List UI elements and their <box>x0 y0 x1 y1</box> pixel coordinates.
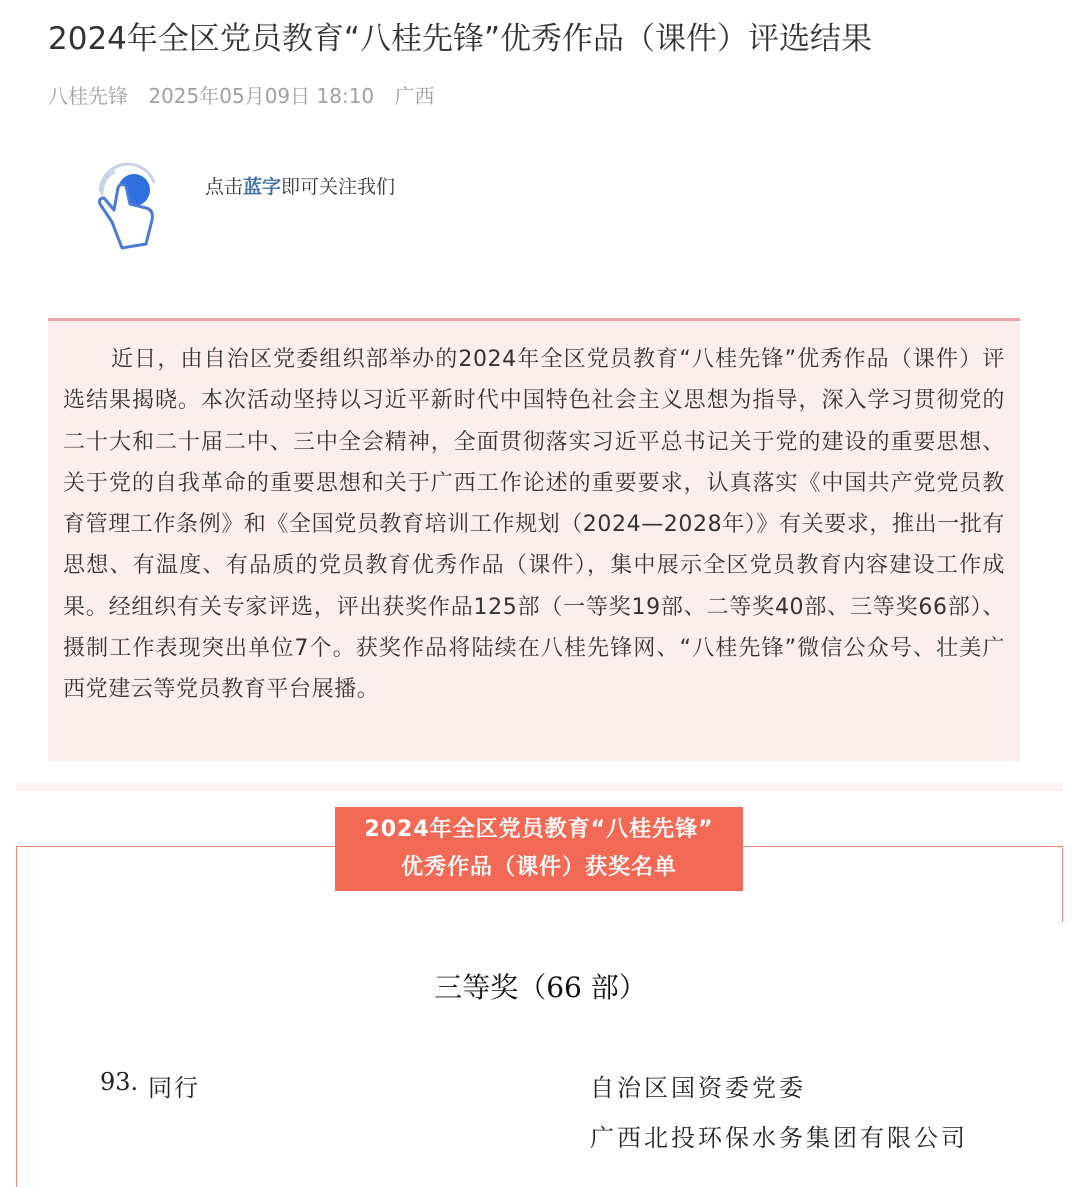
award-list-banner <box>335 807 743 891</box>
publish-location: 广西 <box>394 84 435 108</box>
entry-number: 93. <box>100 1068 139 1096</box>
article-meta <box>48 80 449 109</box>
follow-prompt <box>205 172 395 199</box>
award-heading: 三等奖（66 部） <box>434 971 647 1004</box>
award-list-image <box>18 922 1063 1187</box>
entry-title: 同行 <box>148 1074 200 1102</box>
article-title: 2024年全区党员教育“八桂先锋”优秀作品（课件）评选结果 <box>48 21 873 57</box>
intro-paragraph: 近日，由自治区党委组织部举办的2024年全区党员教育“八桂先锋”优秀作品（课件）评选结果揭晓。本次活动坚持以习近平新时代中国特色社会主义思想为指导，深入学习贯彻党的二十大和二十届二中、三中全会精神，全面贯彻落实习近平总书记关于党的建设的重要思想、关于党的自我革命的重要思想和关于广西工作论述的重要要求，认真落实《中国共产党党员教育管理工作条例》和《全国党员教育培训工作规划（2024—2028年）》有关要求，推出一批有思想、有温度、有品质的党员教育优秀作品（课件），集中展示全区党员教育内容建设工作成果。经组织有关专家评选，评出获奖作品125部（一等奖19部、二等奖40部、三等奖66部）、摄制工作表现突出单位7个。获奖作品将陆续在八桂先锋网、“八桂先锋”微信公众号、壮美广西党建云等党员教育平台展播。 <box>63 347 1005 703</box>
banner-line-1: 2024年全区党员教育“八桂先锋” <box>364 817 714 842</box>
tap-hand-icon <box>88 160 168 252</box>
intro-box <box>48 318 1020 761</box>
publish-datetime: 2025年05月09日 18:10 <box>148 84 375 108</box>
author-link[interactable]: 八桂先锋 <box>48 84 128 108</box>
follow-link[interactable]: 蓝字 <box>243 176 282 198</box>
entry-unit: 自治区国资委党委 <box>590 1074 806 1102</box>
section-divider <box>16 783 1063 791</box>
follow-prefix: 点击 <box>205 176 244 198</box>
entry-unit: 广西北投环保水务集团有限公司 <box>590 1124 968 1152</box>
banner-line-2: 优秀作品（课件）获奖名单 <box>400 855 677 880</box>
follow-suffix: 即可关注我们 <box>281 176 396 198</box>
